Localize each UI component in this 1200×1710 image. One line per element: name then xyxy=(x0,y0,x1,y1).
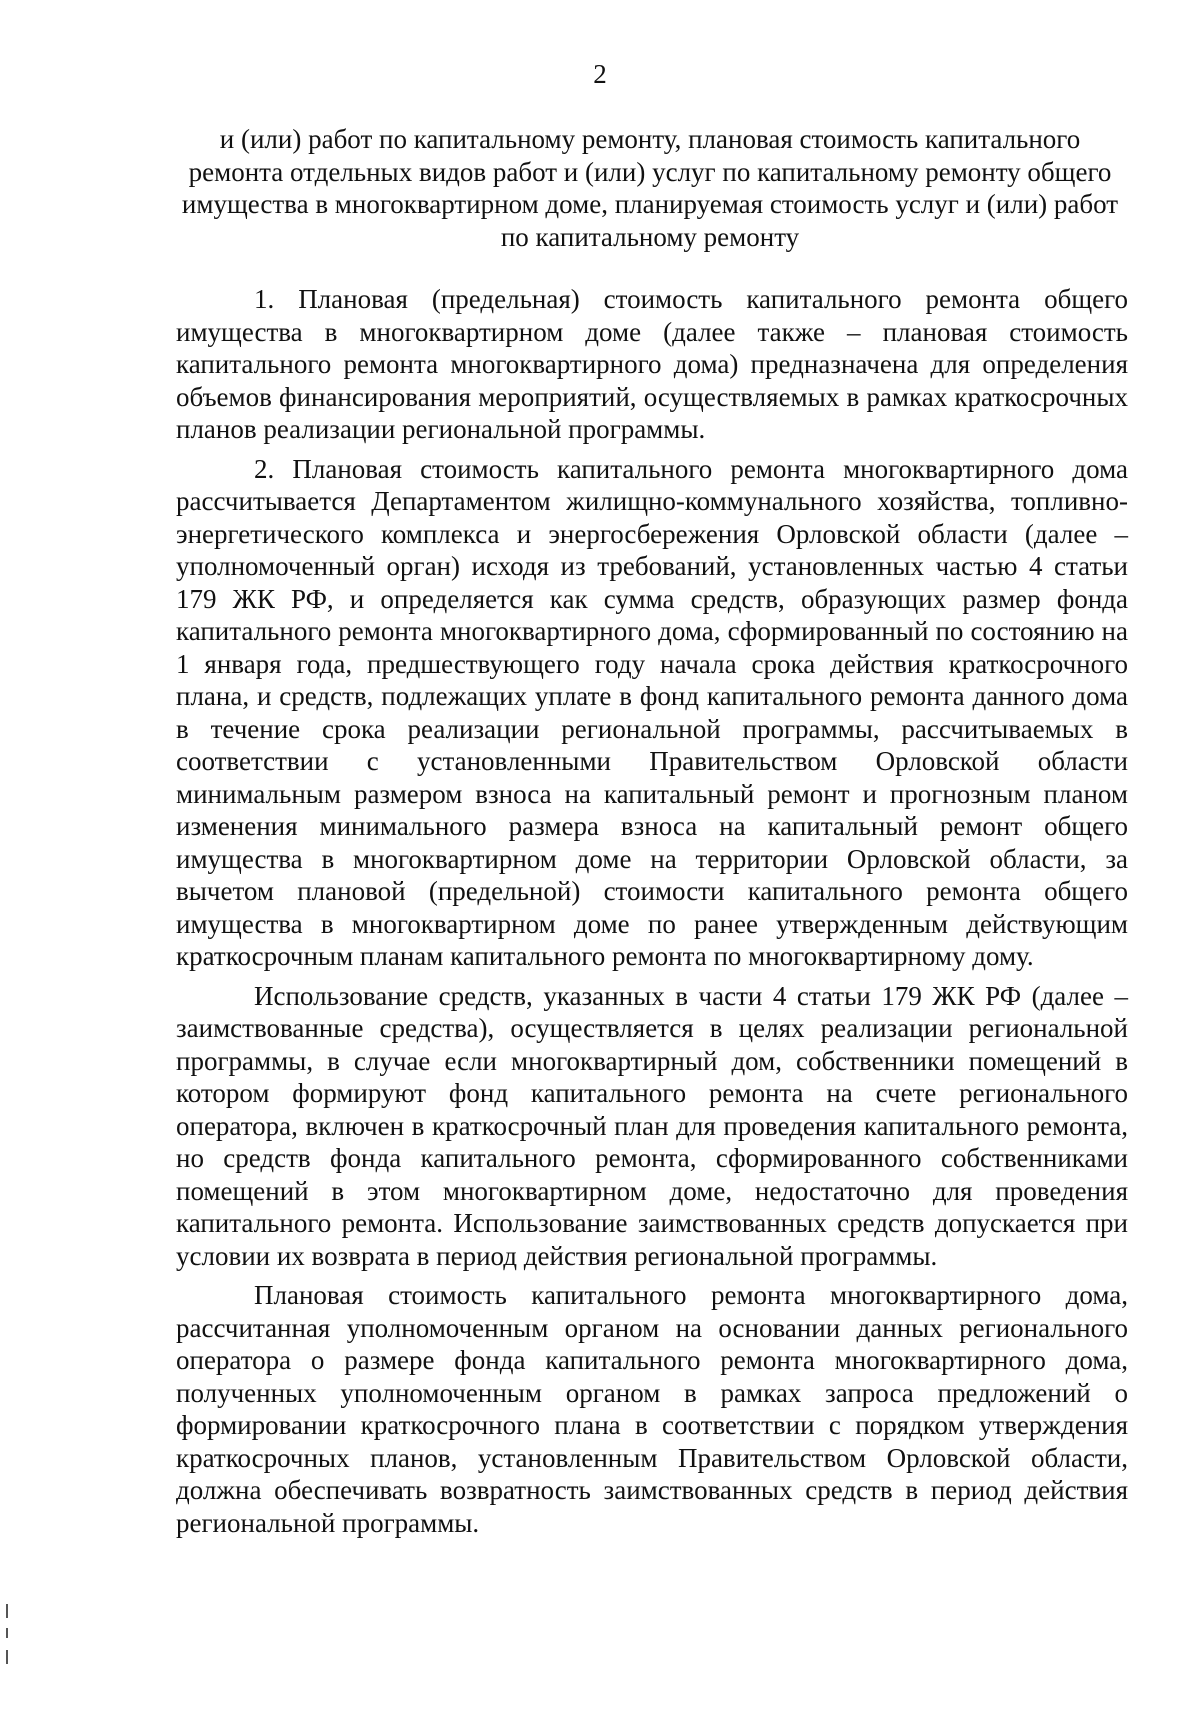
scan-artifact-mark xyxy=(6,1604,8,1618)
section-heading: и (или) работ по капитальному ремонту, плановая стоимость капитального ремонта отдельных видов работ и (или) услуг по капитальному ремонту общего имущества в многоквартирном доме, планируемая стоимость услуг и (или) работ по капитальному ремонту xyxy=(181,124,1119,252)
paragraph-4: Плановая стоимость капитального ремонта многоквартирного дома, рассчитанная уполномоченным органом на основании данных регионального оператора о размере фонда капитального ремонта многоквартирного дома, полученных уполномоченным органом в рамках запроса предложений о формировании краткосрочного плана в соответствии с порядком утверждения краткосрочных планов, установленным Правительством Орловской области, должна обеспечивать возвратность заимствованных средств в период действия региональной программы. xyxy=(176,1280,1128,1538)
paragraph-1: 1. Плановая (предельная) стоимость капитального ремонта общего имущества в многоквартирном доме (далее также – плановая стоимость капитального ремонта многоквартирного дома) предназначена для определения объемов финансирования мероприятий, осуществляемых в рамках краткосрочных планов реализации региональной программы. xyxy=(176,284,1128,444)
page-number: 2 xyxy=(593,59,607,89)
paragraph-3: Использование средств, указанных в части 4 статьи 179 ЖК РФ (далее – заимствованные средства), осуществляется в целях реализации региональной программы, в случае если многоквартирный дом, собственники помещений в котором формируют фонд капитального ремонта на счете регионального оператора, включен в краткосрочный план для проведения капитального ремонта, но средств фонда капитального ремонта, сформированного собственниками помещений в этом многоквартирном доме, недостаточно для проведения капитального ремонта. Использование заимствованных средств допускается при условии их возврата в период действия региональной программы. xyxy=(176,980,1128,1271)
scan-artifact-mark xyxy=(6,1650,8,1664)
paragraph-2: 2. Плановая стоимость капитального ремонта многоквартирного дома рассчитывается Департаментом жилищно-коммунального хозяйства, топливно-энергетического комплекса и энергосбережения Орловской области (далее – уполномоченный орган) исходя из требований, установленных частью 4 статьи 179 ЖК РФ, и определяется как сумма средств, образующих размер фонда капитального ремонта многоквартирного дома, сформированный по состоянию на 1 января года, предшествующего году начала срока действия краткосрочного плана, и средств, подлежащих уплате в фонд капитального ремонта данного дома в течение срока реализации региональной программы, рассчитываемых в соответствии с установленными Правительством Орловской области минимальным размером взноса на капитальный ремонт и прогнозным планом изменения минимального размера взноса на капитальный ремонт общего имущества в многоквартирном доме на территории Орловской области, за вычетом плановой (предельной) стоимости капитального ремонта общего имущества в многоквартирном доме по ранее утвержденным действующим краткосрочным планам капитального ремонта по многоквартирному дому. xyxy=(176,453,1128,971)
document-body xyxy=(176,283,1128,1539)
scan-artifact-mark xyxy=(6,1628,8,1638)
